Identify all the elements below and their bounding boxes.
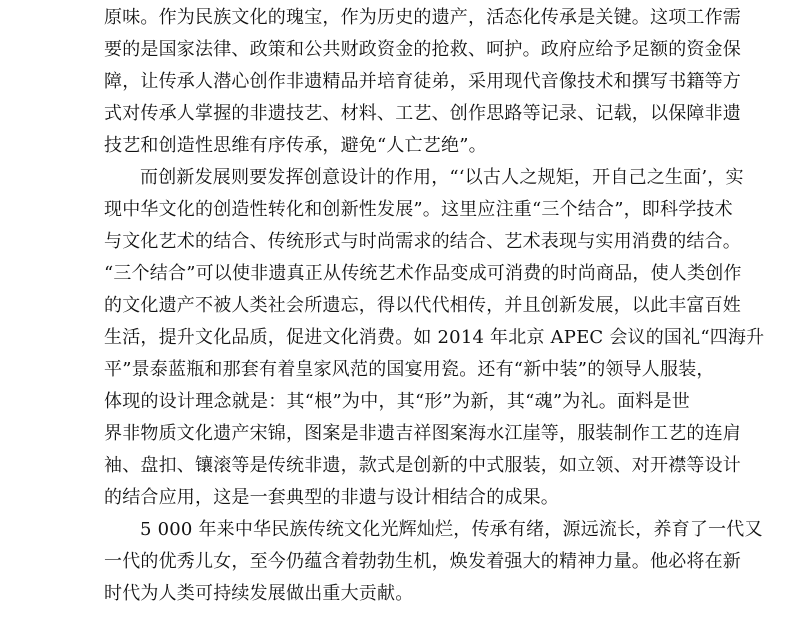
- text-line: 的文化遗产不被人类社会所遗忘，得以代代相传，并且创新发展，以此丰富百姓: [104, 295, 741, 316]
- text-line: 现中华文化的创造性转化和创新性发展”。这里应注重“三个结合”，即科学技术: [104, 199, 733, 220]
- text-line: 体现的设计理念就是：其“根”为中，其“形”为新，其“魂”为礼。面料是世: [104, 391, 690, 412]
- text-line: 一代的优秀儿女，至今仍蕴含着勃勃生机，焕发着强大的精神力量。他必将在新: [104, 551, 741, 572]
- text-line: “三个结合”可以使非遗真正从传统艺术作品变成可消费的时尚商品，使人类创作: [104, 263, 742, 284]
- text-line: 障，让传承人潜心创作非遗精品并培育徒弟，采用现代音像技术和撰写书籍等方: [104, 71, 741, 92]
- text-line: 式对传承人掌握的非遗技艺、材料、工艺、创作思路等记录、记载，以保障非遗: [104, 103, 741, 124]
- text-line: 时代为人类可持续发展做出重大贡献。: [104, 583, 414, 604]
- text-line: 技艺和创造性思维有序传承，避免“人亡艺绝”。: [104, 135, 487, 156]
- text-line: 而创新发展则要发挥创意设计的作用，“‘以古人之规矩，开自己之生面’，实: [140, 167, 744, 188]
- text-line: 袖、盘扣、镶滚等是传统非遗，款式是创新的中式服装，如立领、对开襟等设计: [104, 455, 741, 476]
- text-line: 与文化艺术的结合、传统形式与时尚需求的结合、艺术表现与实用消费的结合。: [104, 231, 741, 252]
- text-line: 要的是国家法律、政策和公共财政资金的抢救、呵护。政府应给予足额的资金保: [104, 39, 741, 60]
- text-line: 原味。作为民族文化的瑰宝，作为历史的遗产，活态化传承是关键。这项工作需: [104, 7, 741, 28]
- text-line: 平”景泰蓝瓶和那套有着皇家风范的国宴用瓷。还有“新中装”的领导人服装，: [104, 359, 715, 380]
- text-line: 界非物质文化遗产宋锦，图案是非遗吉祥图案海水江崖等，服装制作工艺的连肩: [104, 423, 741, 444]
- text-line: 5 000 年来中华民族传统文化光辉灿烂，传承有绪，源远流长，养育了一代又: [140, 519, 763, 540]
- text-line: 的结合应用，这是一套典型的非遗与设计相结合的成果。: [104, 487, 559, 508]
- text-line: 生活，提升文化品质，促进文化消费。如 2014 年北京 APEC 会议的国礼“四海升: [104, 327, 765, 348]
